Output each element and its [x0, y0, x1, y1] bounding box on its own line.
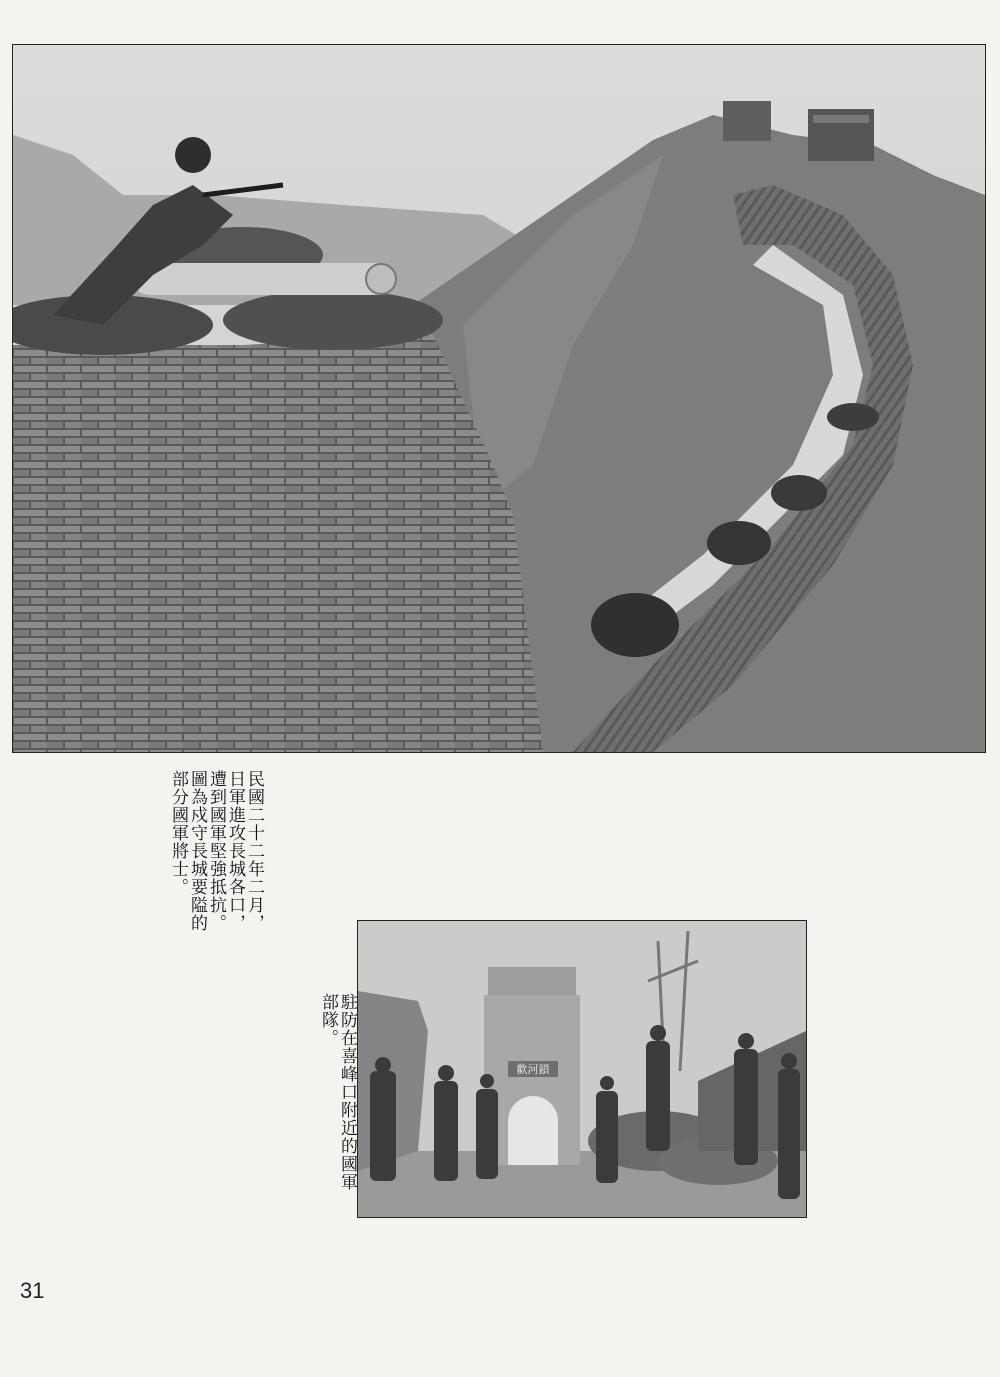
page-number: 31: [20, 1278, 45, 1303]
great-wall-defenders-photo: [12, 44, 986, 753]
great-wall-photo-illustration: [13, 45, 985, 752]
sandbags: [771, 475, 827, 511]
watchtower-left: [723, 101, 771, 141]
log: [133, 263, 393, 295]
caption-line-2: 日軍進攻長城各口，: [225, 770, 245, 932]
caption-line-4: 圖為戍守長城要隘的: [187, 770, 207, 932]
sandbags: [591, 593, 679, 657]
soldier-head: [175, 137, 211, 173]
sandbags: [827, 403, 879, 431]
gate-inscription: 歡河鎖: [516, 1063, 550, 1076]
gate-arch: [508, 1096, 558, 1165]
xifengkou-troops-photo: [357, 920, 807, 1218]
gate-photo-illustration: [358, 921, 806, 1217]
caption-line-1: 民國二十二年二月，: [244, 770, 264, 932]
caption-line-3: 遭到國軍堅強抵抗。: [206, 770, 226, 932]
foreground-sandbags: [223, 290, 443, 350]
top-photo-caption: [168, 770, 263, 985]
gate-tower-top: [488, 967, 576, 995]
bottom-photo-caption: 駐防在喜峰口附近的國軍部隊。: [318, 993, 357, 1191]
caption-line-5: 部分國軍將士。: [168, 770, 188, 896]
sandbags: [707, 521, 771, 565]
